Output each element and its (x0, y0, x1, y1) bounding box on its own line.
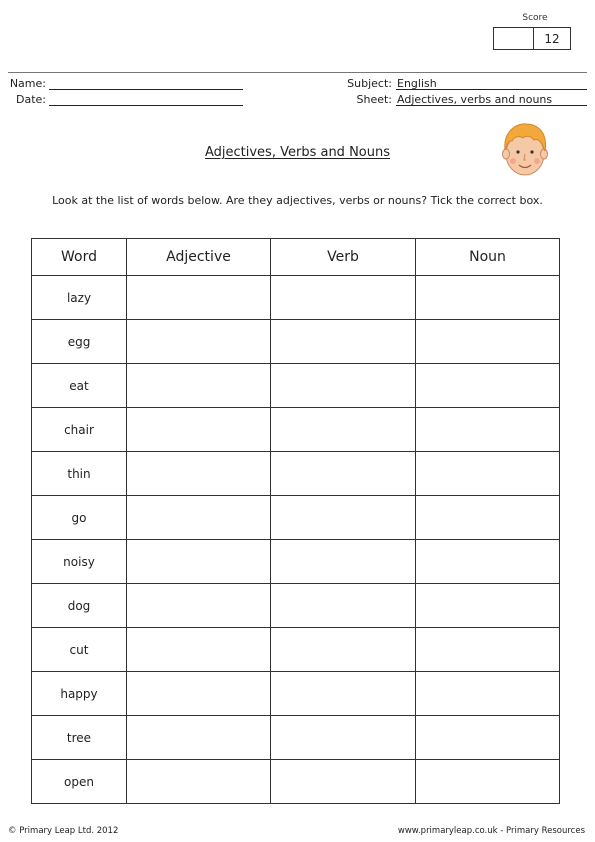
word-cell: noisy (32, 540, 127, 584)
word-cell: go (32, 496, 127, 540)
column-header-word: Word (32, 239, 127, 276)
word-cell: open (32, 760, 127, 804)
footer-website: www.primaryleap.co.uk - Primary Resources (397, 826, 585, 836)
noun-tick-box[interactable] (416, 716, 560, 760)
noun-tick-box[interactable] (416, 408, 560, 452)
adjective-tick-box[interactable] (127, 320, 271, 364)
adjective-tick-box[interactable] (127, 672, 271, 716)
header-divider (8, 72, 587, 73)
table-row (32, 364, 560, 408)
noun-tick-box[interactable] (416, 496, 560, 540)
column-header-adjective: Adjective (127, 239, 271, 276)
table-row (32, 496, 560, 540)
verb-tick-box[interactable] (271, 760, 416, 804)
sheet-label: Sheet: (356, 93, 392, 106)
word-cell: eat (32, 364, 127, 408)
adjective-tick-box[interactable] (127, 540, 271, 584)
verb-tick-box[interactable] (271, 364, 416, 408)
word-cell: thin (32, 452, 127, 496)
verb-tick-box[interactable] (271, 408, 416, 452)
date-label: Date: (16, 93, 46, 106)
table-row (32, 276, 560, 320)
word-classification-table (31, 238, 560, 804)
noun-tick-box[interactable] (416, 540, 560, 584)
adjective-tick-box[interactable] (127, 584, 271, 628)
noun-tick-box[interactable] (416, 364, 560, 408)
verb-tick-box[interactable] (271, 320, 416, 364)
table-row (32, 628, 560, 672)
word-cell: cut (32, 628, 127, 672)
noun-tick-box[interactable] (416, 320, 560, 364)
verb-tick-box[interactable] (271, 628, 416, 672)
page-title-text: Adjectives, Verbs and Nouns (204, 145, 390, 160)
sheet-value: Adjectives, verbs and nouns (397, 93, 553, 106)
word-cell: happy (32, 672, 127, 716)
name-label: Name: (9, 77, 46, 90)
score-label: Score (522, 13, 548, 23)
adjective-tick-box[interactable] (127, 628, 271, 672)
noun-tick-box[interactable] (416, 452, 560, 496)
adjective-tick-box[interactable] (127, 408, 271, 452)
noun-tick-box[interactable] (416, 276, 560, 320)
table-row (32, 452, 560, 496)
word-cell: egg (32, 320, 127, 364)
word-cell: lazy (32, 276, 127, 320)
table-row (32, 716, 560, 760)
adjective-tick-box[interactable] (127, 496, 271, 540)
adjective-tick-box[interactable] (127, 760, 271, 804)
adjective-tick-box[interactable] (127, 276, 271, 320)
table-body (32, 276, 560, 804)
noun-tick-box[interactable] (416, 584, 560, 628)
verb-tick-box[interactable] (271, 276, 416, 320)
word-cell: tree (32, 716, 127, 760)
table-row (32, 320, 560, 364)
column-header-verb: Verb (271, 239, 416, 276)
verb-tick-box[interactable] (271, 452, 416, 496)
date-field[interactable] (49, 105, 243, 106)
adjective-tick-box[interactable] (127, 716, 271, 760)
subject-label: Subject: (347, 77, 392, 90)
score-total: 12 (544, 31, 560, 46)
verb-tick-box[interactable] (271, 496, 416, 540)
score-box (493, 27, 571, 50)
footer-copyright: © Primary Leap Ltd. 2012 (8, 826, 119, 836)
word-cell: dog (32, 584, 127, 628)
verb-tick-box[interactable] (271, 716, 416, 760)
table-row (32, 760, 560, 804)
adjective-tick-box[interactable] (127, 364, 271, 408)
noun-tick-box[interactable] (416, 672, 560, 716)
table-row (32, 408, 560, 452)
score-input-box[interactable] (494, 28, 534, 49)
noun-tick-box[interactable] (416, 760, 560, 804)
adjective-tick-box[interactable] (127, 452, 271, 496)
table-header-row (32, 239, 560, 276)
column-header-noun: Noun (416, 239, 560, 276)
name-field[interactable] (49, 89, 243, 90)
noun-tick-box[interactable] (416, 628, 560, 672)
verb-tick-box[interactable] (271, 672, 416, 716)
verb-tick-box[interactable] (271, 540, 416, 584)
word-cell: chair (32, 408, 127, 452)
instructions-text: Look at the list of words below. Are they adjectives, verbs or nouns? Tick the correct box. (52, 194, 543, 207)
table-row (32, 672, 560, 716)
smiling-boy-face-icon (498, 120, 552, 178)
table-row (32, 540, 560, 584)
table-row (32, 584, 560, 628)
subject-value: English (397, 77, 437, 90)
verb-tick-box[interactable] (271, 584, 416, 628)
